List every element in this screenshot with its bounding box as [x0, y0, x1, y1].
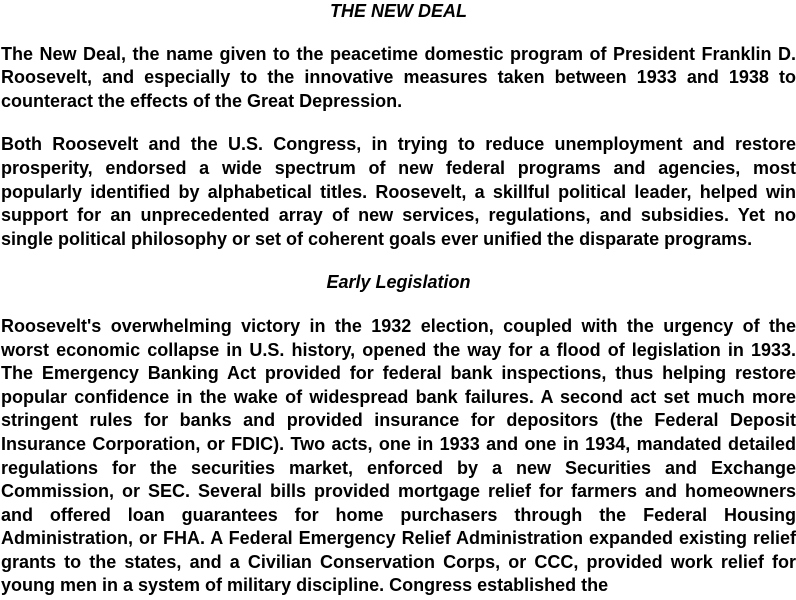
intro-paragraph-1: The New Deal, the name given to the peacetime domestic program of President Franklin D. Roosevelt, and especially to the innovative measures taken between 1933 and 1938 to counteract the effects of the Great Depression.	[1, 43, 796, 111]
document-title: THE NEW DEAL	[330, 1, 467, 21]
section-heading: Early Legislation	[326, 272, 471, 293]
section-paragraph: Roosevelt's overwhelming victory in the 1932 election, coupled with the urgency of the worst economic collapse in U.S. history, opened the way for a flood of legislation in 1933. The Emergency Banking Act provided for federal bank inspections, thus helping restore popular confidence in the wake of widespread bank failures. A second act set much more stringent rules for banks and provided insurance for depositors (the Federal Deposit Insurance Corporation, or FDIC). Two acts, one in 1933 and one in 1934, mandated detailed regulations for the securities market, enforced by a new Securities and Exchange Commission, or SEC. Several bills provided mortgage relief for farmers and homeowners and offered loan guarantees for home purchasers through the Federal Housing Administration, or FHA. A Federal Emergency Relief Administration expanded existing relief grants to the states, and a Civilian Conservation Corps, or CCC, provided work relief for young men in a system of military discipline. Congress established the	[1, 315, 796, 596]
intro-paragraph-2: Both Roosevelt and the U.S. Congress, in trying to reduce unemployment and restore prosperity, endorsed a wide spectrum of new federal programs and agencies, most popularly identified by alphabetical titles. Roosevelt, a skillful political leader, helped win support for an unprecedented array of new services, regulations, and subsidies. Yet no single political philosophy or set of coherent goals ever unified the disparate programs.	[1, 134, 796, 249]
